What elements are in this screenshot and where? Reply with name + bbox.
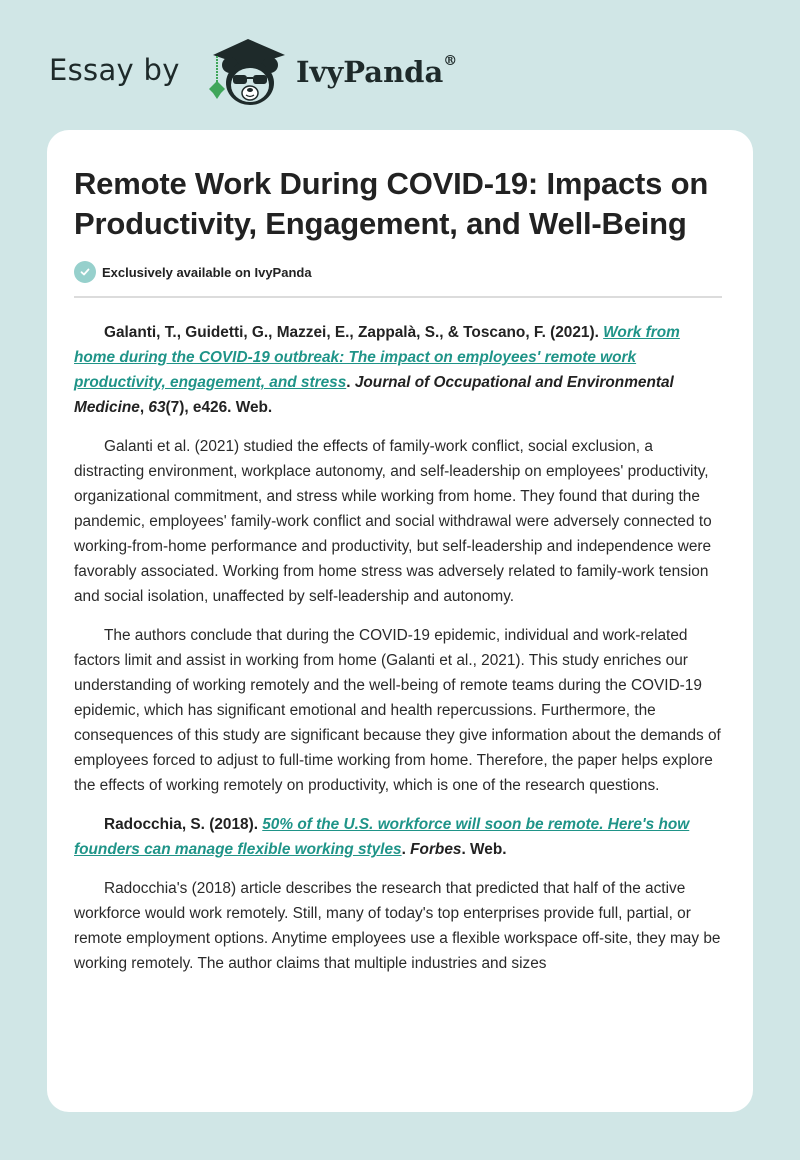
- reference-authors: Galanti, T., Guidetti, G., Mazzei, E., Zappalà, S., & Toscano, F. (2021).: [104, 324, 599, 341]
- punctuation: .: [346, 374, 351, 391]
- site-header: [0, 0, 800, 130]
- exclusive-badge: [74, 260, 722, 284]
- publication-name: Forbes: [410, 841, 462, 858]
- reference-galanti: [74, 320, 722, 420]
- reference-authors: Radocchia, S. (2018).: [104, 816, 258, 833]
- body-paragraph: Galanti et al. (2021) studied the effects of family-work conflict, social exclusion, a distracting environment, workplace autonomy, and self-leadership on employees' productivity, organizational commitment, and stress while working from home. They found that during the pandemic, employees' family-work conflict and social withdrawal were adversely connected to working-from-home performance and productivity, but self-leadership and independence were favorably associated. Working from home stress was adversely related to family-work tension and social isolation, unaffected by self-leadership and autonomy.: [74, 438, 712, 605]
- essay-by-label: Essay by: [49, 53, 180, 87]
- exclusive-badge-text: Exclusively available on IvyPanda: [102, 264, 312, 280]
- panda-graduate-logo-icon[interactable]: [203, 35, 293, 107]
- journal-issue-pages: (7), e426. Web.: [165, 399, 273, 416]
- journal-volume: 63: [148, 399, 166, 416]
- reference-radocchia: [74, 812, 722, 862]
- page-title: Remote Work During COVID-19: Impacts on Productivity, Engagement, and Well-Being: [74, 166, 709, 241]
- punctuation: ,: [139, 399, 145, 416]
- divider: [74, 296, 722, 298]
- brand-text: IvyPanda: [296, 55, 444, 89]
- essay-card: [47, 130, 753, 1112]
- journal-name: Journal of Occupational and Environmental Medicine: [74, 374, 674, 416]
- reference-link-radocchia[interactable]: 50% of the U.S. workforce will soon be remote. Here's how founders can manage flexible working styles: [74, 816, 690, 858]
- essay-content: [74, 130, 722, 976]
- registered-mark: ®: [443, 53, 458, 69]
- reference-tail: . Web.: [461, 841, 507, 858]
- body-paragraph: Radocchia's (2018) article describes the research that predicted that half of the active workforce would work remotely. Still, many of today's top enterprises provide full, partial, or remote employment options. Anytime employees use a flexible workspace off-site, they may be working remotely. The author claims that multiple industries and sizes: [74, 880, 721, 972]
- check-circle-icon: [74, 261, 96, 283]
- reference-link-galanti[interactable]: Work from home during the COVID-19 outbreak: The impact on employees' remote work productivity, engagement, and stress: [74, 324, 680, 391]
- punctuation: .: [401, 841, 406, 858]
- body-paragraph: The authors conclude that during the COVID-19 epidemic, individual and work-related factors limit and assist in working from home (Galanti et al., 2021). This study enriches our understanding of working remotely and the well-being of remote teams during the COVID-19 epidemic, which has significant emotional and health repercussions. Furthermore, the consequences of this study are significant because they give information about the demands of employees forced to adjust to full-time working from home. Therefore, the paper helps explore the effects of working remotely on productivity, which is one of the research questions.: [74, 627, 721, 794]
- brand-name[interactable]: [296, 55, 457, 89]
